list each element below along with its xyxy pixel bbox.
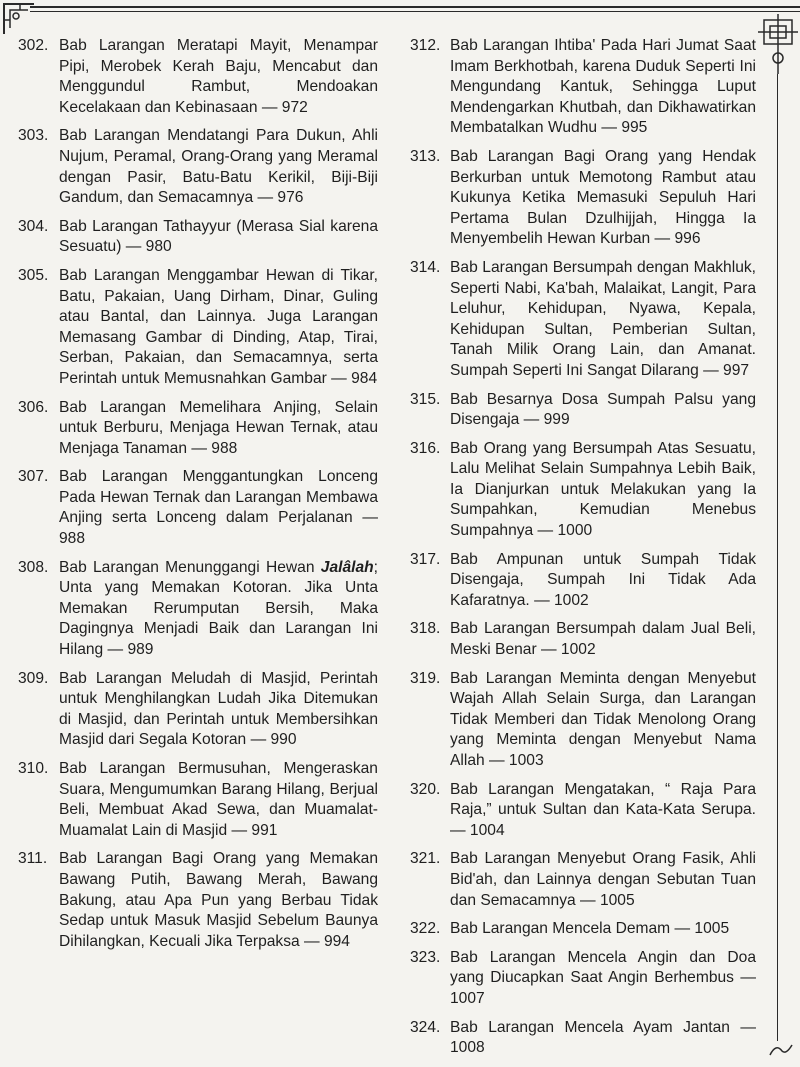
side-ornament-icon [756, 14, 800, 74]
entry-number: 316. [410, 439, 441, 457]
entry-number: 323. [410, 948, 441, 966]
entry-number: 318. [410, 620, 441, 638]
entry-number: 311. [18, 850, 48, 868]
list-item [410, 619, 756, 660]
entry-text: Bab Larangan Bagi Orang yang Hendak Berkurban untuk Memotong Rambut atau Kukunya Ketika Memasuki Sepuluh Hari Pertama Bulan Dzulhijjah, Hingga Ia Menyembelih Hewan Kurban — 996 [450, 147, 756, 248]
entry-text: Bab Larangan Meminta dengan Menyebut Wajah Allah Selain Surga, dan Larangan Tidak Memberi dan Tidak Menolong Orang yang Meminta dengan Menyebut Nama Allah — 1003 [450, 669, 756, 769]
right-column [410, 36, 756, 1067]
entry-text: Bab Larangan Bagi Orang yang Memakan Bawang Putih, Bawang Merah, Bawang Bakung, atau Apa Pun yang Berbau Tidak Sedap untuk Masuk Masjid Sebelum Baunya Dihilangkan, Kecuali Jika Terpaksa — 994 [59, 850, 378, 950]
list-item [410, 258, 756, 382]
entry-text: Bab Larangan Mencela Ayam Jantan — 1008 [450, 1018, 756, 1057]
entry-number: 324. [410, 1018, 441, 1036]
entry-text: Bab Larangan Meratapi Mayit, Menampar Pipi, Merobek Kerah Baju, Mencabut dan Menggundul Rambut, Mendoakan Kecelakaan dan Kebinasaan — 972 [59, 37, 378, 116]
list-item [18, 849, 378, 952]
entry-text: Bab Ampunan untuk Sumpah Tidak Disengaja, Sumpah Ini Tidak Ada Kafaratnya. — 1002 [450, 550, 756, 609]
list-item [18, 467, 378, 549]
entry-number: 312. [410, 37, 441, 54]
list-item [18, 217, 378, 258]
list-item [18, 759, 378, 841]
list-item [410, 948, 756, 1010]
entry-number: 304. [18, 217, 49, 235]
list-item [410, 780, 756, 842]
entry-text: Bab Larangan Ihtiba' Pada Hari Jumat Saat Imam Berkhotbah, karena Duduk Seperti Ini Mengundang Kantuk, Sehingga Luput Mendengarkan Khutbah, dan Dikhawatirkan Membatalkan Wudhu — 995 [450, 37, 756, 137]
right-border-rule [777, 74, 778, 1041]
list-item [18, 669, 378, 751]
entry-text-italic: Jalâlah [320, 558, 374, 576]
top-border-rule [30, 6, 800, 8]
list-item [410, 1018, 756, 1059]
entry-number: 315. [410, 390, 441, 408]
entry-number: 305. [18, 266, 49, 284]
entry-text: Bab Larangan Mencela Angin dan Doa yang Diucapkan Saat Angin Berhembus — 1007 [450, 948, 756, 1007]
entry-number: 308. [18, 558, 49, 576]
entry-text: Bab Larangan Mendatangi Para Dukun, Ahli Nujum, Peramal, Orang-Orang yang Meramal dengan Pasir, Batu-Batu Kerikil, Biji-Biji Gandum, dan Semacamnya — 976 [59, 127, 378, 207]
entry-text: Bab Larangan Memelihara Anjing, Selain untuk Berburu, Menjaga Hewan Ternak, atau Menjaga Tanaman — 988 [59, 398, 378, 457]
entry-number: 302. [18, 37, 49, 54]
left-column [18, 36, 378, 960]
list-item [18, 266, 378, 390]
list-item [410, 550, 756, 612]
entry-text: Bab Besarnya Dosa Sumpah Palsu yang Disengaja — 999 [450, 390, 756, 429]
entry-text: Bab Larangan Menggambar Hewan di Tikar, Batu, Pakaian, Uang Dirham, Dinar, Guling atau Bantal, dan Lainnya. Juga Larangan Memasang Gambar di Dinding, Atap, Tirai, Serban, Pakaian, dan Semacamnya, serta Perintah untuk Memusnahkan Gambar — 984 [59, 266, 378, 387]
entry-number: 313. [410, 147, 441, 165]
entry-text: Bab Larangan Menyebut Orang Fasik, Ahli Bid'ah, dan Lainnya dengan Sebutan Tuan dan Semacamnya — 1005 [450, 850, 756, 909]
list-item [410, 147, 756, 250]
entry-number: 309. [18, 669, 49, 687]
entry-number: 317. [410, 550, 441, 568]
entry-text: Bab Larangan Bermusuhan, Mengeraskan Suara, Mengumumkan Barang Hilang, Berjual Beli, Membuat Akad Sewa, dan Muamalat-Muamalat Lain di Masjid — 991 [59, 760, 378, 839]
list-item [18, 558, 378, 661]
list-item [410, 36, 756, 139]
list-item [410, 390, 756, 431]
list-item [410, 669, 756, 772]
entry-text: Bab Larangan Mengatakan, “ Raja Para Raja,” untuk Sultan dan Kata-Kata Serupa. — 1004 [450, 780, 756, 839]
entry-text-after: ; Unta yang Memakan Kotoran. Jika Unta Memakan Rerumputan Bersih, Maka Dagingnya Menjadi Baik dan Larangan Ini Hilang — 989 [59, 558, 378, 659]
list-item [410, 849, 756, 911]
list-item [18, 126, 378, 208]
entry-number: 319. [410, 669, 441, 687]
list-item [410, 439, 756, 542]
list-item [18, 398, 378, 460]
entry-text [59, 558, 378, 661]
entry-text: Bab Orang yang Bersumpah Atas Sesuatu, Lalu Melihat Selain Sumpahnya Lebih Baik, Ia Dianjurkan untuk Melakukan yang Ia Sumpahkan, Kemudian Menebus Sumpahnya — 1000 [450, 439, 756, 540]
entry-number: 320. [410, 780, 441, 798]
entry-text: Bab Larangan Mencela Demam — 1005 [450, 920, 730, 938]
top-border-rule-inner [30, 11, 800, 12]
list-item [410, 919, 756, 940]
entry-number: 314. [410, 258, 441, 276]
entry-text: Bab Larangan Bersumpah dalam Jual Beli, Meski Benar — 1002 [450, 620, 756, 659]
bottom-ornament-icon [768, 1041, 794, 1057]
entry-text-before: Bab Larangan Menunggangi Hewan [59, 558, 321, 576]
entry-text: Bab Larangan Tathayyur (Merasa Sial karena Sesuatu) — 980 [59, 217, 378, 256]
list-item [18, 36, 378, 118]
entry-number: 306. [18, 398, 49, 416]
entry-text: Bab Larangan Menggantungkan Lonceng Pada Hewan Ternak dan Larangan Membawa Anjing serta Lonceng dalam Perjalanan — 988 [59, 468, 378, 548]
entry-number: 303. [18, 127, 49, 145]
entry-number: 322. [410, 920, 441, 938]
entry-number: 321. [410, 850, 441, 868]
entry-text: Bab Larangan Bersumpah dengan Makhluk, Seperti Nabi, Ka'bah, Malaikat, Langit, Para Leluhur, Kehidupan, Nyawa, Kepala, Kehidupan Sultan, Pemberian Sultan, Tanah Milik Orang Lain, dan Amanat. Sumpah Seperti Ini Sangat Dilarang — 997 [450, 258, 756, 379]
entry-number: 307. [18, 468, 49, 486]
entry-text: Bab Larangan Meludah di Masjid, Perintah untuk Menghilangkan Ludah Jika Ditemukan di Masjid, dan Perintah untuk Membersihkan Masjid dari Segala Kotoran — 990 [59, 669, 378, 749]
entry-number: 310. [18, 760, 49, 777]
